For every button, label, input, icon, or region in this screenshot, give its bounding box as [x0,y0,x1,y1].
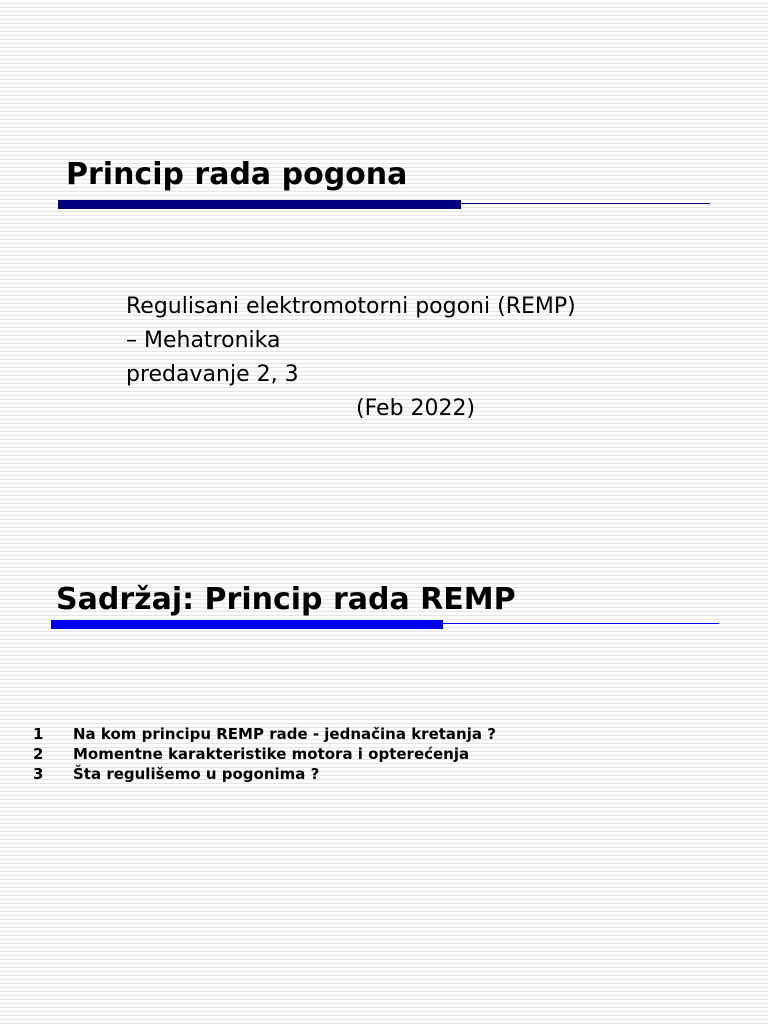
list-item-number: 3 [33,765,44,783]
list-item-text: Šta regulišemo u pogonima ? [73,765,320,783]
slide-title-contents: Sadržaj: Princip rada REMP [56,582,516,617]
list-item-number: 2 [33,745,44,763]
slide-title-principle: Princip rada pogona [66,157,408,192]
course-subtitle [126,290,686,426]
title-underline-2-thin [443,623,719,624]
subtitle-course-name: Regulisani elektromotorni pogoni (REMP) [126,294,576,319]
list-item-text: Na kom principu REMP rade - jednačina kretanja ? [73,725,496,743]
subtitle-lecture: predavanje 2, 3 [126,362,299,387]
title-underline-1 [58,200,710,209]
list-item-text: Momentne karakteristike motora i opterećenja [73,745,470,763]
contents-list [33,724,496,784]
title-underline-2 [51,620,719,629]
title-underline-1-thick [58,200,461,209]
subtitle-date: (Feb 2022) [356,396,476,421]
subtitle-program: – Mehatronika [126,328,281,353]
list-item [33,764,496,784]
title-underline-1-thin [461,203,710,204]
list-item [33,724,496,744]
list-item-number: 1 [33,725,44,743]
title-underline-2-thick [51,620,443,629]
list-item [33,744,496,764]
